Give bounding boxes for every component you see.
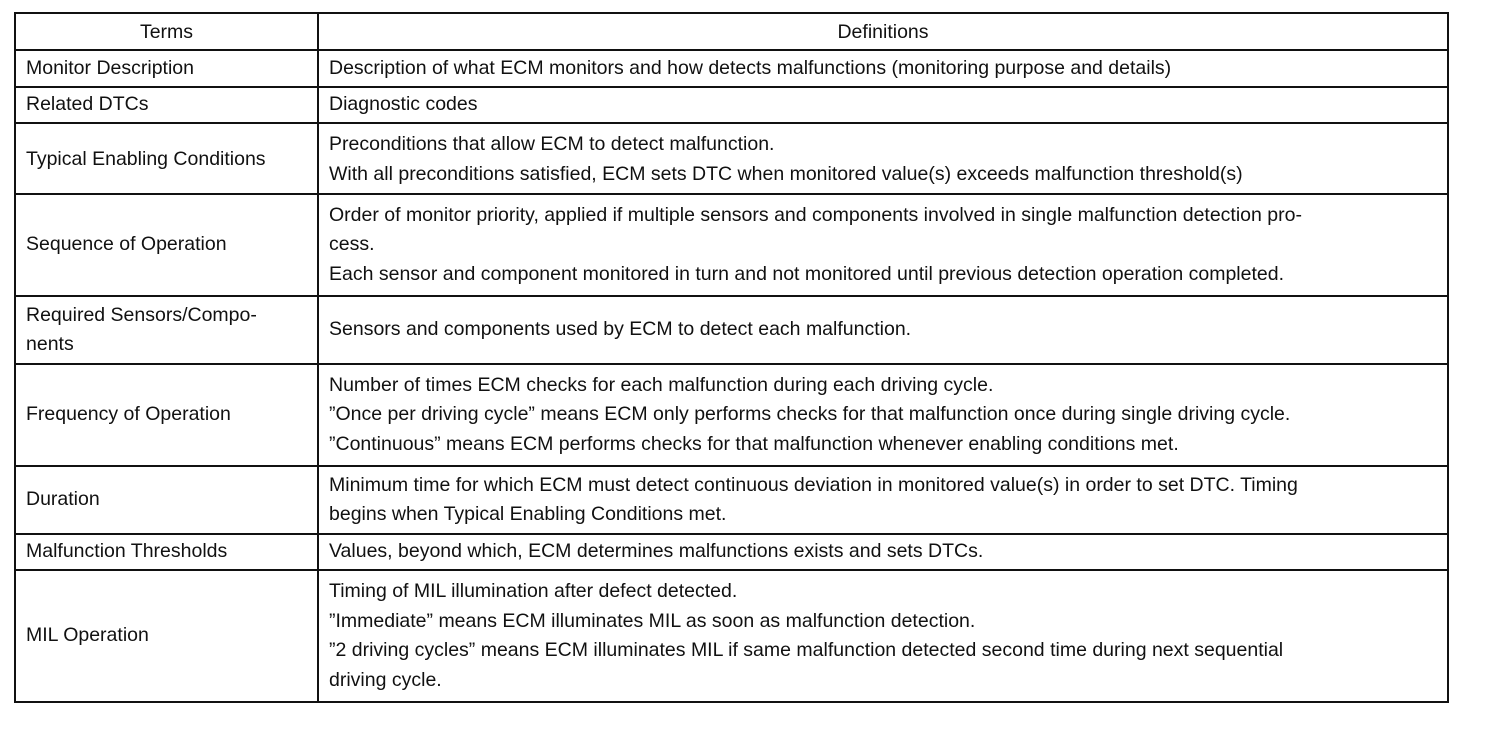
term-cell: Frequency of Operation bbox=[15, 364, 318, 466]
definition-line: With all preconditions satisfied, ECM sets DTC when monitored value(s) exceeds malfunction threshold(s) bbox=[329, 162, 1243, 185]
term-cell: Malfunction Thresholds bbox=[15, 534, 318, 570]
definition-line: ”Continuous” means ECM performs checks for that malfunction whenever enabling conditions met. bbox=[329, 432, 1179, 455]
definition-line: Values, beyond which, ECM determines malfunctions exists and sets DTCs. bbox=[329, 540, 984, 563]
definition-cell bbox=[318, 50, 1448, 87]
definition-line: Order of monitor priority, applied if multiple sensors and components involved in single malfunction detection pro- bbox=[329, 203, 1302, 226]
definition-line: ”2 driving cycles” means ECM illuminates MIL if same malfunction detected second time during next sequential bbox=[329, 639, 1284, 661]
definition-cell bbox=[318, 194, 1448, 296]
definition-cell bbox=[318, 123, 1448, 194]
header-row bbox=[15, 13, 1448, 50]
definition-cell bbox=[318, 466, 1448, 534]
definition-line: ”Once per driving cycle” means ECM only performs checks for that malfunction once during single driving cycle. bbox=[329, 403, 1291, 426]
definition-line: Diagnostic codes bbox=[329, 93, 478, 116]
table-row bbox=[15, 466, 1448, 534]
term-cell: Monitor Description bbox=[15, 50, 318, 87]
definition-line: cess. bbox=[329, 233, 375, 256]
definition-line: ”Immediate” means ECM illuminates MIL as soon as malfunction detection. bbox=[329, 609, 976, 632]
term-cell: MIL Operation bbox=[15, 570, 318, 702]
table-row bbox=[15, 296, 1448, 364]
definition-line: Description of what ECM monitors and how detects malfunctions (monitoring purpose and details) bbox=[329, 56, 1172, 79]
table-row bbox=[15, 123, 1448, 194]
term-cell: Related DTCs bbox=[15, 87, 318, 123]
definition-cell bbox=[318, 570, 1448, 702]
term-cell: Sequence of Operation bbox=[15, 194, 318, 296]
term-line: nents bbox=[26, 333, 74, 355]
definition-line: Sensors and components used by ECM to detect each malfunction. bbox=[329, 318, 912, 341]
table-row bbox=[15, 87, 1448, 123]
term-cell: Typical Enabling Conditions bbox=[15, 123, 318, 194]
term-cell: Duration bbox=[15, 466, 318, 534]
definition-cell bbox=[318, 534, 1448, 570]
term-line: Required Sensors/Compo- bbox=[26, 303, 257, 326]
table-row bbox=[15, 364, 1448, 466]
definition-line: driving cycle. bbox=[329, 668, 442, 691]
header-definitions: Definitions bbox=[318, 13, 1448, 50]
definition-line: Number of times ECM checks for each malfunction during each driving cycle. bbox=[329, 373, 994, 396]
definition-line: begins when Typical Enabling Conditions met. bbox=[329, 503, 727, 525]
terms-definitions-table bbox=[14, 12, 1449, 703]
table-row bbox=[15, 194, 1448, 296]
definition-line: Timing of MIL illumination after defect detected. bbox=[329, 580, 738, 602]
definition-cell bbox=[318, 87, 1448, 123]
definition-line: Preconditions that allow ECM to detect malfunction. bbox=[329, 133, 775, 155]
definition-line: Each sensor and component monitored in turn and not monitored until previous detection operation completed. bbox=[329, 262, 1285, 285]
table-row bbox=[15, 570, 1448, 702]
definition-cell bbox=[318, 364, 1448, 466]
term-cell bbox=[15, 296, 318, 364]
definition-cell bbox=[318, 296, 1448, 364]
table-row bbox=[15, 534, 1448, 570]
definition-line: Minimum time for which ECM must detect continuous deviation in monitored value(s) in order to set DTC. Timing bbox=[329, 473, 1298, 496]
header-terms: Terms bbox=[15, 13, 318, 50]
table-row bbox=[15, 50, 1448, 87]
